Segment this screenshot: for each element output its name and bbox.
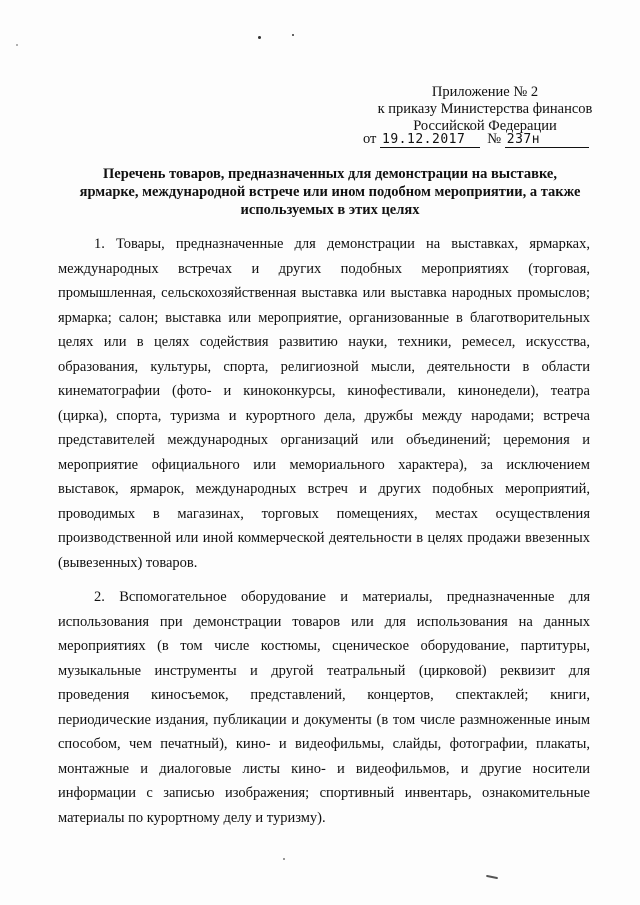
order-date: 19.12.2017 <box>380 132 480 148</box>
scan-speck <box>16 44 18 46</box>
document-title <box>60 165 600 219</box>
appendix-number: Приложение № 2 <box>431 84 539 100</box>
paragraph-1: 1. Товары, предназначенные для демонстрации на выставках, ярмарках, международных встречах и других подобных мероприятиях (торговая, промышленная, сельскохозяйственная выставка или выставка народных промыслов; ярмарка; салон; выставка или мероприятие, организованные в благотворительных целях или в целях содействия развитию науки, техники, ремесел, искусства, образования, культуры, спорта, религиозной мысли, деятельности в области кинематографии (фото- и киноконкурсы, кинофестивали, кинонедели), театра (цирка), спорта, туризма и курортного дела, дружбы между народами; встреча представителей международных организаций или объединений; церемония и мероприятие официального или мемориального характера), за исключением выставок, ярмарок, международных встреч и других подобных мероприятий, проводимых в магазинах, торговых помещениях, местах осуществления производственной или иной коммерческой деятельности в целях продажи ввезенных (вывезенных) товаров. <box>58 236 590 571</box>
scan-speck <box>258 36 261 39</box>
title-line: используемых в этих целях <box>240 202 420 218</box>
scan-speck <box>283 858 285 860</box>
document-body <box>58 232 590 840</box>
number-prefix: № <box>487 131 502 147</box>
title-line: ярмарке, международной встрече или ином подобном мероприятии, а также <box>79 184 581 200</box>
scan-speck <box>486 875 498 879</box>
order-reference: к приказу Министерства финансов <box>377 101 593 117</box>
order-number: 237н <box>505 132 589 148</box>
scan-speck <box>292 34 294 36</box>
appendix-header <box>360 84 610 135</box>
date-prefix: от <box>363 131 377 147</box>
paragraph-2: 2. Вспомогательное оборудование и материалы, предназначенные для использования при демонстрации товаров или для использования на данных мероприятиях (в том числе костюмы, сценическое оборудование, партитуры, музыкальные инструменты и другой театральный (цирковой) реквизит для проведения киносъемок, представлений, концертов, спектаклей; книги, периодические издания, публикации и документы (в том числе размноженные иным способом, чем печатный), кино- и видеофильмы, слайды, фотографии, плакаты, монтажные и диалоговые листы кино- и видеофильмов, и другие носители информации с записью изображения; спортивный инвентарь, ознакомительные материалы по курортному делу и туризму). <box>58 589 590 826</box>
title-line: Перечень товаров, предназначенных для демонстрации на выставке, <box>102 166 557 182</box>
federation-label: Российской Федерации <box>413 118 557 134</box>
order-date-line <box>363 131 589 148</box>
